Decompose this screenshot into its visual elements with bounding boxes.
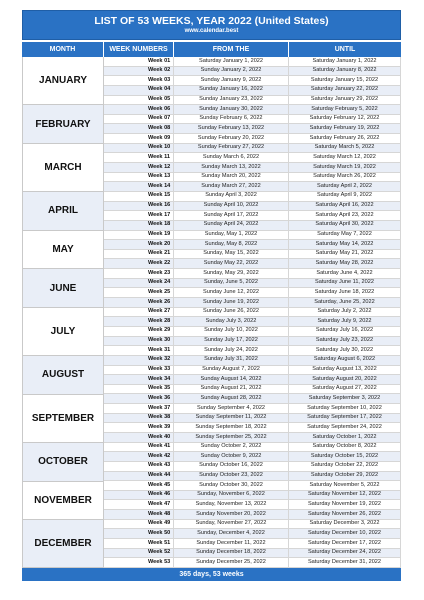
- table-row: [104, 529, 401, 539]
- from-date: Sunday July 24, 2022: [174, 346, 289, 355]
- table-row: [104, 414, 401, 424]
- table-row: [104, 385, 401, 395]
- until-date: Saturday October 8, 2022: [289, 443, 401, 452]
- until-date: Saturday November 5, 2022: [289, 481, 401, 490]
- until-date: Saturday May 14, 2022: [289, 240, 401, 249]
- until-date: Saturday April 30, 2022: [289, 221, 401, 230]
- week-number: Week 10: [104, 144, 174, 153]
- table-row: [104, 57, 401, 67]
- from-date: Sunday July 17, 2022: [174, 337, 289, 346]
- week-number: Week 40: [104, 433, 174, 442]
- table-row: [104, 163, 401, 173]
- table-row: [104, 472, 401, 482]
- from-date: Sunday January 23, 2022: [174, 96, 289, 105]
- week-number: Week 32: [104, 356, 174, 365]
- week-number: Week 47: [104, 500, 174, 509]
- table-row: [104, 346, 401, 356]
- table-row: [104, 153, 401, 163]
- week-number: Week 01: [104, 57, 174, 66]
- table-row: [104, 366, 401, 376]
- until-date: Saturday October 1, 2022: [289, 433, 401, 442]
- table-row: [104, 539, 401, 549]
- table-row: [104, 124, 401, 134]
- week-number: Week 14: [104, 182, 174, 191]
- week-number: Week 20: [104, 240, 174, 249]
- from-date: Sunday September 18, 2022: [174, 423, 289, 432]
- table-row: [104, 279, 401, 289]
- until-date: Saturday February 26, 2022: [289, 134, 401, 143]
- table-row: [104, 240, 401, 250]
- until-date: Saturday December 17, 2022: [289, 539, 401, 548]
- from-date: Sunday July 3, 2022: [174, 317, 289, 326]
- until-date: Saturday December 3, 2022: [289, 520, 401, 529]
- table-row: [104, 192, 401, 202]
- until-date: Saturday November 19, 2022: [289, 500, 401, 509]
- until-date: Saturday, June 25, 2022: [289, 298, 401, 307]
- table-row: [104, 500, 401, 510]
- until-date: Saturday September 3, 2022: [289, 394, 401, 403]
- page-title: LIST OF 53 WEEKS, YEAR 2022 (United States): [94, 15, 329, 27]
- week-number: Week 19: [104, 231, 174, 240]
- until-date: Saturday August 20, 2022: [289, 375, 401, 384]
- from-date: Sunday, May 29, 2022: [174, 269, 289, 278]
- week-number: Week 21: [104, 250, 174, 259]
- week-number: Week 31: [104, 346, 174, 355]
- table-row: [104, 250, 401, 260]
- month-label: MAY: [23, 231, 104, 270]
- table-row: [104, 269, 401, 279]
- table-row: [104, 202, 401, 212]
- table-row: [104, 308, 401, 318]
- table-row: [104, 105, 401, 115]
- week-number: Week 24: [104, 279, 174, 288]
- table-row: [104, 288, 401, 298]
- from-date: Sunday April 24, 2022: [174, 221, 289, 230]
- table-row: [104, 462, 401, 472]
- table-row: [104, 221, 401, 231]
- until-date: Saturday August 13, 2022: [289, 366, 401, 375]
- until-date: Saturday September 17, 2022: [289, 414, 401, 423]
- until-date: Saturday April 23, 2022: [289, 211, 401, 220]
- header-until: UNTIL: [334, 46, 356, 53]
- until-date: Saturday July 16, 2022: [289, 327, 401, 336]
- table-row: [104, 481, 401, 491]
- table-row: [104, 452, 401, 462]
- table-row: [104, 520, 401, 530]
- week-number: Week 12: [104, 163, 174, 172]
- until-date: Saturday October 29, 2022: [289, 472, 401, 481]
- month-label: FEBRUARY: [23, 105, 104, 144]
- until-date: Saturday September 24, 2022: [289, 423, 401, 432]
- week-rows: [104, 57, 401, 568]
- week-number: Week 22: [104, 259, 174, 268]
- week-number: Week 36: [104, 394, 174, 403]
- from-date: Sunday March 27, 2022: [174, 182, 289, 191]
- until-date: Saturday May 21, 2022: [289, 250, 401, 259]
- until-date: Saturday July 30, 2022: [289, 346, 401, 355]
- from-date: Sunday February 13, 2022: [174, 124, 289, 133]
- until-date: Saturday December 31, 2022: [289, 558, 401, 567]
- week-number: Week 05: [104, 96, 174, 105]
- until-date: Saturday July 2, 2022: [289, 308, 401, 317]
- until-date: Saturday April 2, 2022: [289, 182, 401, 191]
- from-date: Sunday November 20, 2022: [174, 510, 289, 519]
- from-date: Sunday October 9, 2022: [174, 452, 289, 461]
- month-label: MARCH: [23, 144, 104, 192]
- table-row: [104, 337, 401, 347]
- month-label: DECEMBER: [23, 520, 104, 568]
- table-row: [104, 433, 401, 443]
- until-date: Saturday September 10, 2022: [289, 404, 401, 413]
- table-header: [22, 42, 401, 57]
- from-date: Sunday January 2, 2022: [174, 67, 289, 76]
- month-label: JUNE: [23, 269, 104, 308]
- from-date: Sunday February 6, 2022: [174, 115, 289, 124]
- week-number: Week 33: [104, 366, 174, 375]
- until-date: Saturday March 19, 2022: [289, 163, 401, 172]
- from-date: Sunday, May 1, 2022: [174, 231, 289, 240]
- week-number: Week 02: [104, 67, 174, 76]
- until-date: Saturday January 1, 2022: [289, 57, 401, 66]
- until-date: Saturday December 24, 2022: [289, 549, 401, 558]
- table-row: [104, 67, 401, 77]
- week-number: Week 45: [104, 481, 174, 490]
- until-date: Saturday October 22, 2022: [289, 462, 401, 471]
- week-number: Week 15: [104, 192, 174, 201]
- week-number: Week 53: [104, 558, 174, 567]
- week-number: Week 16: [104, 202, 174, 211]
- from-date: Sunday January 30, 2022: [174, 105, 289, 114]
- month-label: AUGUST: [23, 356, 104, 395]
- until-date: Saturday October 15, 2022: [289, 452, 401, 461]
- table-row: [104, 134, 401, 144]
- from-date: Sunday October 30, 2022: [174, 481, 289, 490]
- week-number: Week 42: [104, 452, 174, 461]
- table-row: [104, 404, 401, 414]
- week-number: Week 26: [104, 298, 174, 307]
- until-date: Saturday March 12, 2022: [289, 153, 401, 162]
- from-date: Sunday October 16, 2022: [174, 462, 289, 471]
- table-row: [104, 115, 401, 125]
- week-number: Week 43: [104, 462, 174, 471]
- week-number: Week 11: [104, 153, 174, 162]
- header-from: FROM THE: [174, 42, 289, 57]
- from-date: Sunday January 9, 2022: [174, 76, 289, 85]
- week-number: Week 46: [104, 491, 174, 500]
- until-date: Saturday March 26, 2022: [289, 173, 401, 182]
- table-row: [104, 76, 401, 86]
- until-date: Saturday August 27, 2022: [289, 385, 401, 394]
- from-date: Sunday June 12, 2022: [174, 288, 289, 297]
- from-date: Saturday January 1, 2022: [174, 57, 289, 66]
- table-row: [104, 327, 401, 337]
- from-date: Sunday, November 6, 2022: [174, 491, 289, 500]
- table-body: [22, 57, 401, 568]
- from-date: Sunday March 6, 2022: [174, 153, 289, 162]
- from-date: Sunday April 3, 2022: [174, 192, 289, 201]
- week-number: Week 07: [104, 115, 174, 124]
- table-row: [104, 298, 401, 308]
- calendar-sheet: [22, 10, 401, 581]
- until-date: Saturday January 29, 2022: [289, 96, 401, 105]
- from-date: Sunday August 21, 2022: [174, 385, 289, 394]
- table-row: [104, 182, 401, 192]
- week-number: Week 34: [104, 375, 174, 384]
- week-number: Week 08: [104, 124, 174, 133]
- until-date: Saturday February 5, 2022: [289, 105, 401, 114]
- until-date: Saturday May 7, 2022: [289, 231, 401, 240]
- month-label: JULY: [23, 308, 104, 356]
- week-number: Week 25: [104, 288, 174, 297]
- table-row: [104, 211, 401, 221]
- from-date: Sunday March 20, 2022: [174, 173, 289, 182]
- table-row: [104, 173, 401, 183]
- week-number: Week 38: [104, 414, 174, 423]
- week-number: Week 06: [104, 105, 174, 114]
- from-date: Sunday July 10, 2022: [174, 327, 289, 336]
- until-date: Saturday January 8, 2022: [289, 67, 401, 76]
- week-number: Week 48: [104, 510, 174, 519]
- week-number: Week 29: [104, 327, 174, 336]
- from-date: Sunday December 25, 2022: [174, 558, 289, 567]
- week-number: Week 13: [104, 173, 174, 182]
- from-date: Sunday, November 27, 2022: [174, 520, 289, 529]
- until-date: Saturday July 23, 2022: [289, 337, 401, 346]
- until-date: Saturday December 10, 2022: [289, 529, 401, 538]
- month-label: OCTOBER: [23, 443, 104, 482]
- month-label: SEPTEMBER: [23, 395, 104, 443]
- from-date: Sunday February 27, 2022: [174, 144, 289, 153]
- from-date: Sunday September 4, 2022: [174, 404, 289, 413]
- week-number: Week 44: [104, 472, 174, 481]
- month-column: [23, 57, 104, 568]
- table-row: [104, 491, 401, 501]
- until-date: Saturday June 11, 2022: [289, 279, 401, 288]
- table-row: [104, 96, 401, 106]
- table-row: [104, 356, 401, 366]
- header-month: MONTH: [22, 42, 104, 57]
- from-date: Sunday June 26, 2022: [174, 308, 289, 317]
- until-date: Saturday April 9, 2022: [289, 192, 401, 201]
- week-number: Week 35: [104, 385, 174, 394]
- until-date: Saturday November 26, 2022: [289, 510, 401, 519]
- table-row: [104, 375, 401, 385]
- until-date: Saturday January 22, 2022: [289, 86, 401, 95]
- table-row: [104, 231, 401, 241]
- until-date: Saturday January 15, 2022: [289, 76, 401, 85]
- until-date: Saturday May 28, 2022: [289, 259, 401, 268]
- week-number: Week 41: [104, 443, 174, 452]
- table-row: [104, 394, 401, 404]
- week-number: Week 03: [104, 76, 174, 85]
- table-row: [104, 86, 401, 96]
- from-date: Sunday, June 5, 2022: [174, 279, 289, 288]
- table-row: [104, 443, 401, 453]
- from-date: Sunday December 18, 2022: [174, 549, 289, 558]
- from-date: Sunday October 2, 2022: [174, 443, 289, 452]
- site-url: www.calendar.best: [184, 28, 239, 34]
- table-row: [104, 549, 401, 559]
- until-date: Saturday June 18, 2022: [289, 288, 401, 297]
- from-date: Sunday, November 13, 2022: [174, 500, 289, 509]
- from-date: Sunday October 23, 2022: [174, 472, 289, 481]
- week-number: Week 17: [104, 211, 174, 220]
- from-date: Sunday August 28, 2022: [174, 394, 289, 403]
- table-row: [104, 259, 401, 269]
- from-date: Sunday August 7, 2022: [174, 366, 289, 375]
- from-date: Sunday, May 8, 2022: [174, 240, 289, 249]
- week-number: Week 27: [104, 308, 174, 317]
- week-number: Week 39: [104, 423, 174, 432]
- until-date: Saturday March 5, 2022: [289, 144, 401, 153]
- from-date: Sunday April 10, 2022: [174, 202, 289, 211]
- title-banner: [22, 10, 401, 40]
- table-row: [104, 317, 401, 327]
- from-date: Sunday February 20, 2022: [174, 134, 289, 143]
- table-row: [104, 510, 401, 520]
- month-label: NOVEMBER: [23, 482, 104, 521]
- from-date: Sunday January 16, 2022: [174, 86, 289, 95]
- week-number: Week 50: [104, 529, 174, 538]
- week-number: Week 23: [104, 269, 174, 278]
- from-date: Sunday March 13, 2022: [174, 163, 289, 172]
- until-date: Saturday February 12, 2022: [289, 115, 401, 124]
- week-number: Week 49: [104, 520, 174, 529]
- from-date: Sunday September 11, 2022: [174, 414, 289, 423]
- week-number: Week 52: [104, 549, 174, 558]
- table-row: [104, 423, 401, 433]
- until-date: Saturday July 9, 2022: [289, 317, 401, 326]
- week-number: Week 04: [104, 86, 174, 95]
- week-number: Week 18: [104, 221, 174, 230]
- until-date: Saturday June 4, 2022: [289, 269, 401, 278]
- table-footer: 365 days, 53 weeks: [22, 568, 401, 581]
- week-number: Week 09: [104, 134, 174, 143]
- until-date: Saturday November 12, 2022: [289, 491, 401, 500]
- week-number: Week 30: [104, 337, 174, 346]
- month-label: JANUARY: [23, 57, 104, 105]
- from-date: Sunday September 25, 2022: [174, 433, 289, 442]
- from-date: Sunday May 22, 2022: [174, 259, 289, 268]
- from-date: Sunday, December 4, 2022: [174, 529, 289, 538]
- week-number: Week 28: [104, 317, 174, 326]
- header-week-numbers: WEEK NUMBERS: [104, 42, 174, 57]
- week-number: Week 51: [104, 539, 174, 548]
- until-date: Saturday August 6, 2022: [289, 356, 401, 365]
- from-date: Sunday December 11, 2022: [174, 539, 289, 548]
- from-date: Sunday April 17, 2022: [174, 211, 289, 220]
- until-date: Saturday February 19, 2022: [289, 124, 401, 133]
- from-date: Sunday June 19, 2022: [174, 298, 289, 307]
- table-row: [104, 144, 401, 154]
- until-date: Saturday April 16, 2022: [289, 202, 401, 211]
- from-date: Sunday, May 15, 2022: [174, 250, 289, 259]
- from-date: Sunday August 14, 2022: [174, 375, 289, 384]
- week-number: Week 37: [104, 404, 174, 413]
- table-row: [104, 558, 401, 568]
- month-label: APRIL: [23, 192, 104, 231]
- from-date: Sunday July 31, 2022: [174, 356, 289, 365]
